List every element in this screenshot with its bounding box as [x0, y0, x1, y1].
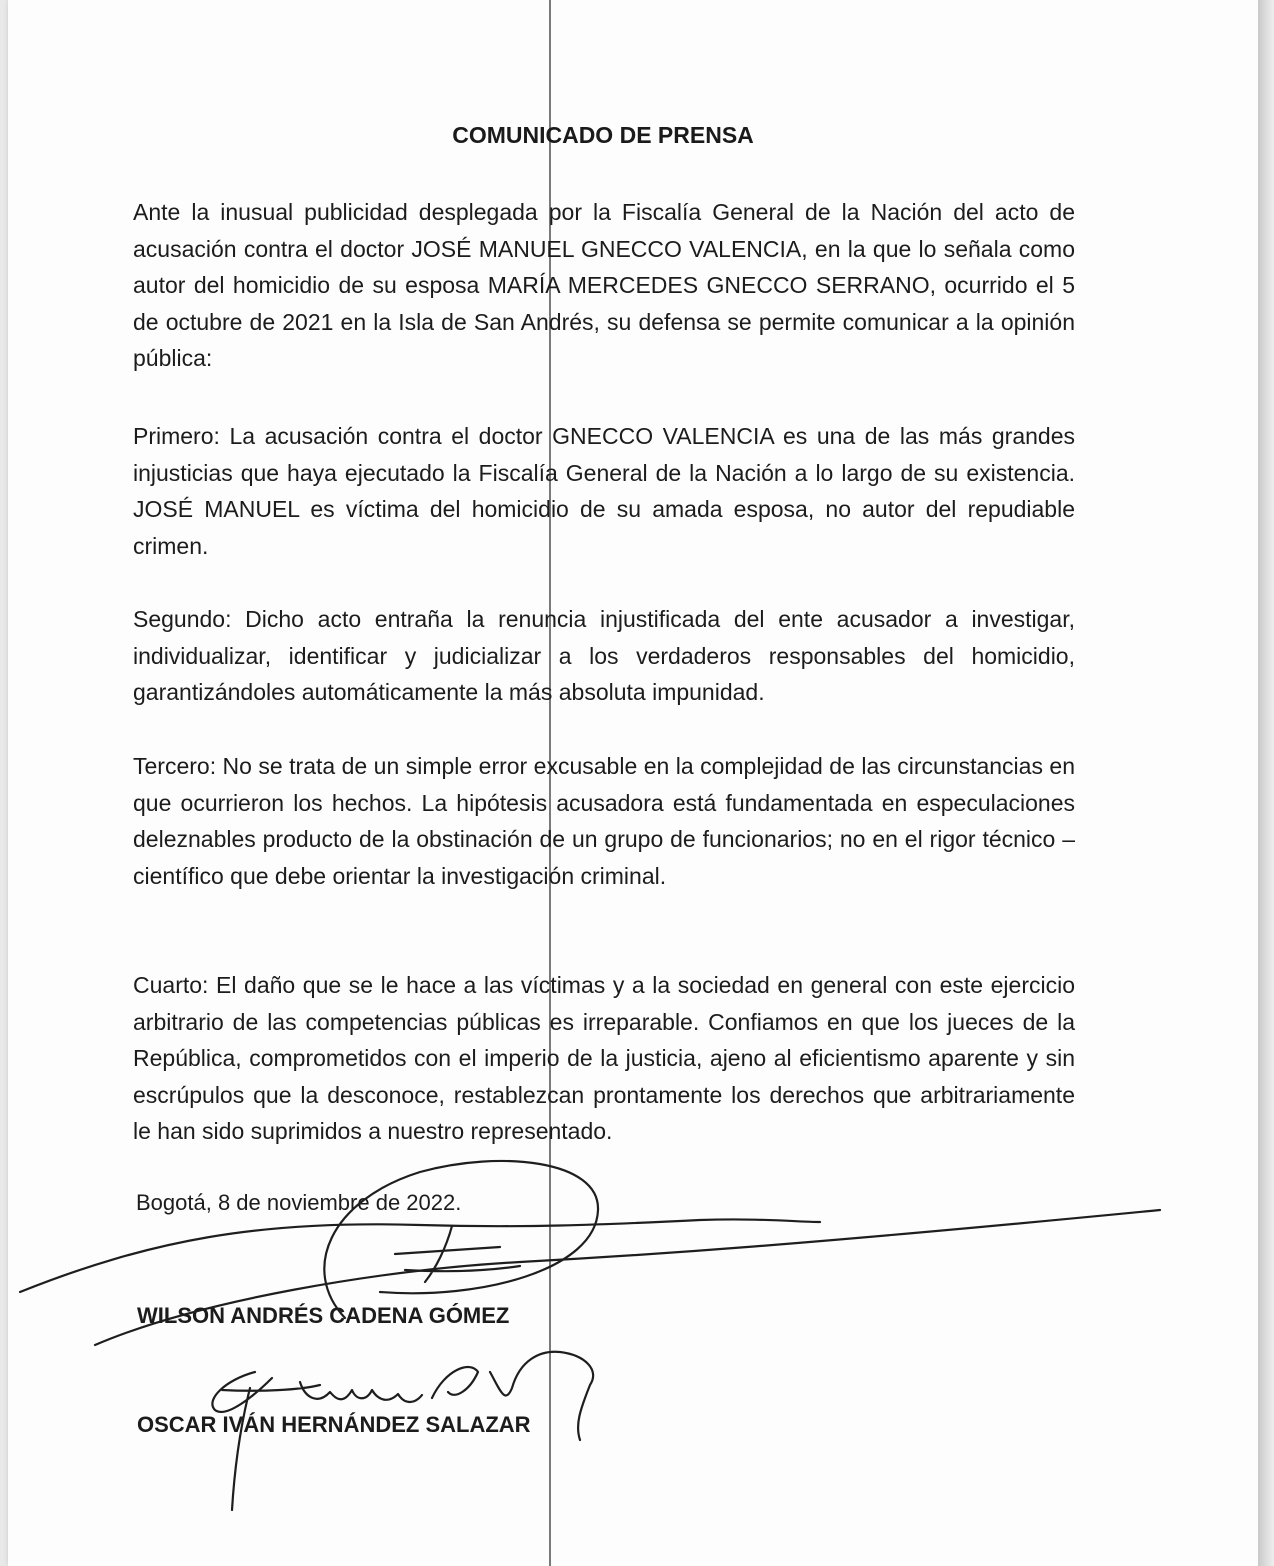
paragraph-primero: Primero: La acusación contra el doctor GNECCO VALENCIA es una de las más grandes injusticias que haya ejecutado la Fiscalía General de la Nación a lo largo de su existencia. JOSÉ MANUEL es víctima del homicidio de su amada esposa, no autor del repudiable crimen.: [133, 423, 1075, 559]
signatory-name-1: WILSON ANDRÉS CADENA GÓMEZ: [137, 1303, 510, 1328]
signature-2-flourish: [432, 1352, 593, 1440]
signature-1-cross: [395, 1226, 520, 1282]
paragraph-segundo: Segundo: Dicho acto entraña la renuncia injustificada del ente acusador a investigar, individualizar, identificar y judicializar a los verdaderos responsables del homicidio, garantizándoles automáticamente la más absoluta impunidad.: [133, 606, 1075, 705]
signature-1-sweep: [20, 1219, 820, 1292]
paragraph-intro: Ante la inusual publicidad desplegada por la Fiscalía General de la Nación del acto de acusación contra el doctor JOSÉ MANUEL GNECCO VALENCIA, en la que lo señala como autor del homicidio de su esposa MARÍA MERCEDES GNECCO SERRANO, ocurrido el 5 de octubre de 2021 en la Isla de San Andrés, su defensa se permite comunicar a la opinión pública:: [133, 199, 1075, 371]
signature-1-loop: [324, 1161, 598, 1318]
signature-2-stem: [232, 1388, 250, 1510]
document-date: Bogotá, 8 de noviembre de 2022.: [136, 1190, 462, 1215]
document-title: COMUNICADO DE PRENSA: [452, 122, 754, 148]
paragraph-cuarto: Cuarto: El daño que se le hace a las víctimas y a la sociedad en general con este ejercicio arbitrario de las competencias públicas es irreparable. Confiamos en que los jueces de la República, comprometidos con el imperio de la justicia, ajeno al eficientismo aparente y sin escrúpulos que la desconoce, restablezcan prontamente los derechos que arbitrariamente le han sido suprimidos a nuestro representado.: [133, 972, 1075, 1144]
signature-2-body: [212, 1372, 422, 1412]
paragraph-tercero: Tercero: No se trata de un simple error excusable en la complejidad de las circunstancias en que ocurrieron los hechos. La hipótesis acusadora está fundamentada en especulaciones deleznables producto de la obstinación de un grupo de funcionarios; no en el rigor técnico – científico que debe orientar la investigación criminal.: [133, 753, 1075, 889]
signatory-name-2: OSCAR IVÁN HERNÁNDEZ SALAZAR: [137, 1412, 531, 1437]
